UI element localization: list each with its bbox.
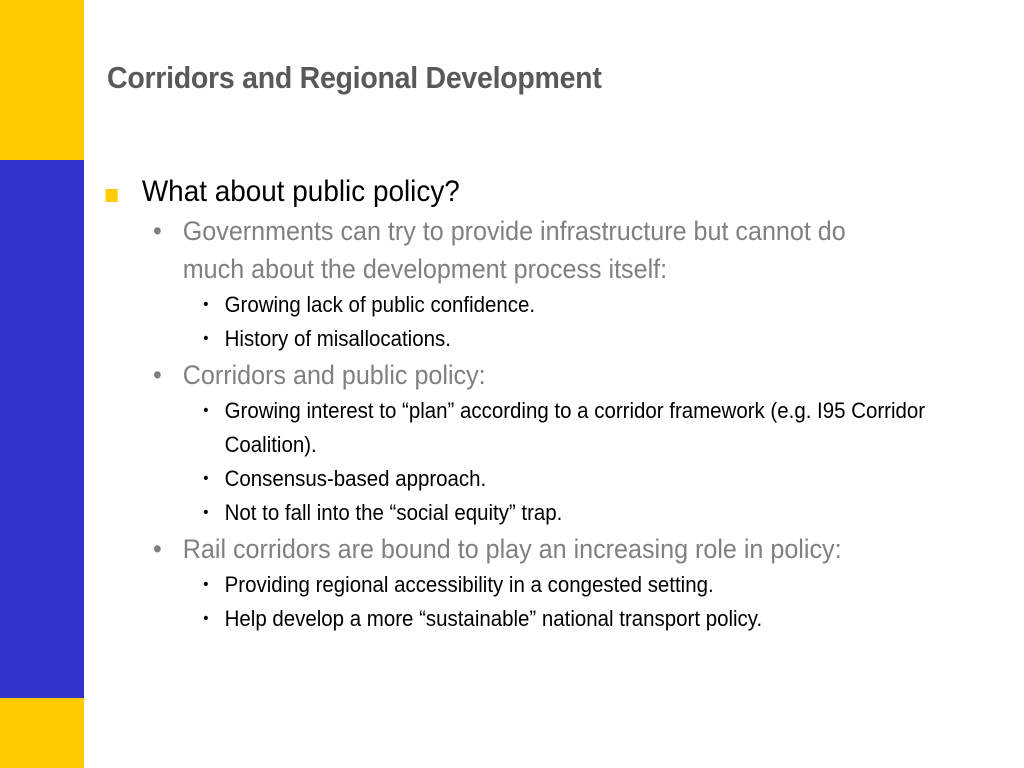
bullet-level3 — [100, 568, 941, 602]
bullet-level3-text: Consensus-based approach. — [224, 466, 487, 491]
slide-title: Corridors and Regional Development — [107, 60, 602, 95]
bullet-level3 — [100, 496, 941, 530]
dot-bullet-icon: • — [203, 470, 209, 487]
side-bar-yellow-bottom — [0, 698, 84, 768]
side-bar-blue — [0, 160, 84, 698]
dot-bullet-icon: • — [153, 216, 162, 246]
dot-bullet-icon: • — [203, 330, 209, 347]
bullet-level3 — [100, 322, 941, 356]
bullet-level3 — [100, 288, 941, 322]
bullet-level3-text: Help develop a more “sustainable” national transport policy. — [224, 606, 763, 631]
bullet-level3-text: History of misallocations. — [224, 326, 451, 351]
square-bullet-icon — [106, 189, 118, 202]
dot-bullet-icon: • — [203, 296, 209, 313]
bullet-level1-text: What about public policy? — [141, 175, 460, 208]
bullet-level3 — [100, 462, 941, 496]
bullet-level2-text: Corridors and public policy: — [182, 360, 486, 390]
bullet-level2 — [100, 356, 908, 394]
bullet-level1 — [100, 172, 937, 212]
dot-bullet-icon: • — [203, 402, 209, 419]
dot-bullet-icon: • — [153, 360, 162, 390]
slide-content — [100, 172, 1000, 636]
side-bar-yellow-top — [0, 0, 84, 160]
bullet-level3-text: Growing lack of public confidence. — [224, 292, 536, 317]
bullet-level2 — [100, 212, 908, 288]
bullet-level2-text: Governments can try to provide infrastructure but cannot do much about the development process itself: — [182, 216, 846, 284]
bullet-level2-text: Rail corridors are bound to play an increasing role in policy: — [182, 534, 842, 564]
bullet-level3 — [100, 394, 941, 462]
dot-bullet-icon: • — [203, 610, 209, 627]
dot-bullet-icon: • — [203, 576, 209, 593]
bullet-level3 — [100, 602, 941, 636]
bullet-level3-text: Growing interest to “plan” according to a corridor framework (e.g. I95 Corridor Coalition). — [224, 398, 926, 457]
bullet-level2 — [100, 530, 908, 568]
bullet-level3-text: Providing regional accessibility in a congested setting. — [224, 572, 714, 597]
bullet-level3-text: Not to fall into the “social equity” trap. — [224, 500, 563, 525]
dot-bullet-icon: • — [153, 534, 162, 564]
dot-bullet-icon: • — [203, 504, 209, 521]
